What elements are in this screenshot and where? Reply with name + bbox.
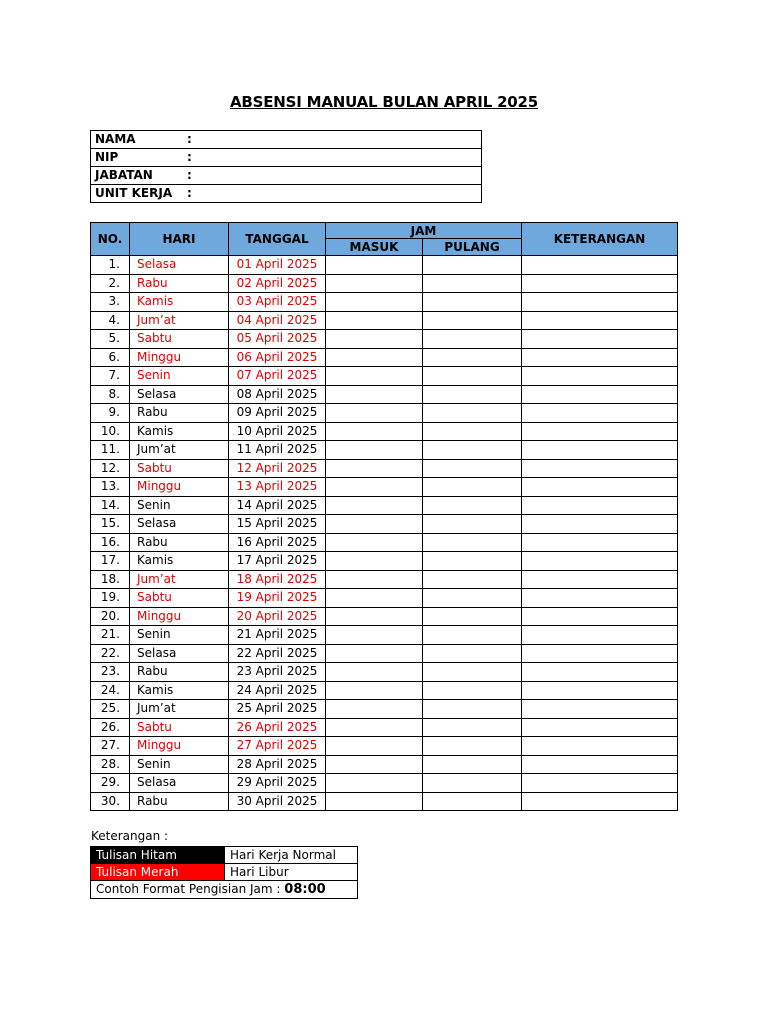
cell-tanggal: 20 April 2025 [229,607,326,626]
cell-no: 11. [91,441,130,460]
cell-keterangan[interactable] [522,774,678,793]
cell-no: 5. [91,330,130,349]
cell-keterangan[interactable] [522,663,678,682]
cell-no: 20. [91,607,130,626]
cell-pulang[interactable] [423,385,522,404]
cell-tanggal: 19 April 2025 [229,589,326,608]
cell-masuk[interactable] [326,663,423,682]
cell-pulang[interactable] [423,459,522,478]
cell-hari: Selasa [130,774,229,793]
legend-red-label: Tulisan Merah [91,864,225,881]
identity-row [91,149,482,167]
cell-no: 8. [91,385,130,404]
cell-hari: Kamis [130,422,229,441]
cell-tanggal: 29 April 2025 [229,774,326,793]
cell-hari: Sabtu [130,718,229,737]
cell-pulang[interactable] [423,718,522,737]
cell-no: 14. [91,496,130,515]
cell-masuk[interactable] [326,441,423,460]
cell-masuk[interactable] [326,533,423,552]
cell-tanggal: 10 April 2025 [229,422,326,441]
cell-tanggal: 09 April 2025 [229,404,326,423]
cell-no: 26. [91,718,130,737]
cell-hari: Minggu [130,737,229,756]
legend-heading: Keterangan : [91,829,169,843]
identity-colon: : [187,185,199,203]
cell-tanggal: 23 April 2025 [229,663,326,682]
cell-pulang[interactable] [423,589,522,608]
header-hari: HARI [130,223,229,256]
cell-masuk[interactable] [326,311,423,330]
cell-keterangan[interactable] [522,718,678,737]
header-tanggal: TANGGAL [229,223,326,256]
cell-keterangan[interactable] [522,607,678,626]
cell-pulang[interactable] [423,367,522,386]
cell-tanggal: 14 April 2025 [229,496,326,515]
identity-row [91,185,482,203]
cell-hari: Rabu [130,274,229,293]
cell-tanggal: 04 April 2025 [229,311,326,330]
cell-hari: Rabu [130,663,229,682]
cell-hari: Kamis [130,681,229,700]
cell-tanggal: 21 April 2025 [229,626,326,645]
cell-no: 25. [91,700,130,719]
cell-no: 12. [91,459,130,478]
cell-pulang[interactable] [423,533,522,552]
cell-hari: Rabu [130,533,229,552]
identity-value-field[interactable] [199,131,482,149]
cell-no: 19. [91,589,130,608]
table-row [91,718,678,737]
cell-tanggal: 27 April 2025 [229,737,326,756]
cell-masuk[interactable] [326,792,423,811]
cell-keterangan[interactable] [522,404,678,423]
cell-hari: Rabu [130,792,229,811]
cell-masuk[interactable] [326,737,423,756]
cell-hari: Jum’at [130,441,229,460]
cell-tanggal: 16 April 2025 [229,533,326,552]
legend-format-label: Contoh Format Pengisian Jam : [96,882,281,896]
cell-hari: Sabtu [130,459,229,478]
table-row [91,681,678,700]
cell-tanggal: 17 April 2025 [229,552,326,571]
identity-colon: : [187,131,199,149]
cell-masuk[interactable] [326,496,423,515]
cell-masuk[interactable] [326,293,423,312]
cell-masuk[interactable] [326,774,423,793]
table-row [91,644,678,663]
cell-keterangan[interactable] [522,367,678,386]
table-row [91,422,678,441]
cell-hari: Senin [130,626,229,645]
cell-masuk[interactable] [326,718,423,737]
table-row [91,570,678,589]
cell-masuk[interactable] [326,626,423,645]
cell-tanggal: 03 April 2025 [229,293,326,312]
table-row [91,348,678,367]
cell-no: 27. [91,737,130,756]
cell-pulang[interactable] [423,496,522,515]
cell-masuk[interactable] [326,385,423,404]
cell-masuk[interactable] [326,515,423,534]
cell-tanggal: 22 April 2025 [229,644,326,663]
cell-keterangan[interactable] [522,385,678,404]
table-row [91,792,678,811]
cell-tanggal: 24 April 2025 [229,681,326,700]
table-row [91,626,678,645]
identity-row [91,167,482,185]
table-row [91,274,678,293]
cell-keterangan[interactable] [522,293,678,312]
legend-black-desc: Hari Kerja Normal [225,847,358,864]
cell-masuk[interactable] [326,274,423,293]
cell-no: 2. [91,274,130,293]
cell-masuk[interactable] [326,644,423,663]
table-row [91,737,678,756]
cell-tanggal: 13 April 2025 [229,478,326,497]
cell-keterangan[interactable] [522,459,678,478]
table-row [91,367,678,386]
cell-pulang[interactable] [423,607,522,626]
cell-pulang[interactable] [423,700,522,719]
cell-tanggal: 15 April 2025 [229,515,326,534]
cell-hari: Sabtu [130,589,229,608]
cell-hari: Senin [130,755,229,774]
cell-keterangan[interactable] [522,755,678,774]
table-row [91,607,678,626]
identity-colon: : [187,167,199,185]
cell-no: 24. [91,681,130,700]
cell-no: 29. [91,774,130,793]
table-row [91,700,678,719]
table-row [91,256,678,275]
cell-hari: Kamis [130,552,229,571]
cell-tanggal: 11 April 2025 [229,441,326,460]
legend-red-desc: Hari Libur [225,864,358,881]
table-row [91,311,678,330]
cell-pulang[interactable] [423,441,522,460]
cell-masuk[interactable] [326,681,423,700]
cell-no: 6. [91,348,130,367]
cell-masuk[interactable] [326,570,423,589]
identity-box [90,130,482,203]
table-row [91,774,678,793]
cell-keterangan[interactable] [522,441,678,460]
table-row [91,459,678,478]
cell-no: 9. [91,404,130,423]
cell-masuk[interactable] [326,404,423,423]
cell-pulang[interactable] [423,348,522,367]
cell-hari: Selasa [130,515,229,534]
cell-pulang[interactable] [423,422,522,441]
cell-pulang[interactable] [423,737,522,756]
table-row [91,441,678,460]
table-row [91,478,678,497]
table-header-row [91,223,678,239]
cell-masuk[interactable] [326,330,423,349]
cell-keterangan[interactable] [522,496,678,515]
table-row [91,755,678,774]
cell-keterangan[interactable] [522,570,678,589]
legend-row-format [91,881,358,899]
cell-hari: Selasa [130,385,229,404]
cell-no: 28. [91,755,130,774]
cell-no: 15. [91,515,130,534]
header-pulang: PULANG [423,239,522,256]
cell-hari: Minggu [130,348,229,367]
cell-pulang[interactable] [423,663,522,682]
cell-keterangan[interactable] [522,330,678,349]
cell-keterangan[interactable] [522,681,678,700]
cell-no: 3. [91,293,130,312]
cell-pulang[interactable] [423,274,522,293]
cell-hari: Minggu [130,478,229,497]
cell-tanggal: 06 April 2025 [229,348,326,367]
cell-no: 4. [91,311,130,330]
legend-format-value: 08:00 [284,882,326,897]
table-row [91,293,678,312]
cell-no: 22. [91,644,130,663]
cell-masuk[interactable] [326,552,423,571]
cell-hari: Jum’at [130,311,229,330]
cell-tanggal: 25 April 2025 [229,700,326,719]
cell-hari: Jum’at [130,700,229,719]
identity-colon: : [187,149,199,167]
cell-masuk[interactable] [326,256,423,275]
cell-keterangan[interactable] [522,589,678,608]
cell-no: 30. [91,792,130,811]
cell-pulang[interactable] [423,552,522,571]
table-row [91,533,678,552]
cell-tanggal: 26 April 2025 [229,718,326,737]
cell-keterangan[interactable] [522,311,678,330]
cell-masuk[interactable] [326,459,423,478]
cell-keterangan[interactable] [522,700,678,719]
cell-keterangan[interactable] [522,533,678,552]
cell-hari: Senin [130,367,229,386]
identity-value-field[interactable] [199,185,482,203]
cell-tanggal: 02 April 2025 [229,274,326,293]
cell-pulang[interactable] [423,515,522,534]
cell-keterangan[interactable] [522,552,678,571]
cell-tanggal: 28 April 2025 [229,755,326,774]
header-masuk: MASUK [326,239,423,256]
cell-keterangan[interactable] [522,274,678,293]
cell-hari: Jum’at [130,570,229,589]
cell-masuk[interactable] [326,700,423,719]
cell-tanggal: 01 April 2025 [229,256,326,275]
cell-tanggal: 05 April 2025 [229,330,326,349]
identity-row [91,131,482,149]
cell-keterangan[interactable] [522,737,678,756]
cell-keterangan[interactable] [522,515,678,534]
cell-pulang[interactable] [423,774,522,793]
cell-no: 10. [91,422,130,441]
header-no: NO. [91,223,130,256]
table-row [91,663,678,682]
cell-pulang[interactable] [423,256,522,275]
cell-tanggal: 08 April 2025 [229,385,326,404]
identity-value-field[interactable] [199,149,482,167]
cell-keterangan[interactable] [522,644,678,663]
legend-row-black [91,847,358,864]
header-keterangan: KETERANGAN [522,223,678,256]
legend-row-red [91,864,358,881]
cell-no: 1. [91,256,130,275]
cell-hari: Selasa [130,256,229,275]
table-row [91,385,678,404]
cell-pulang[interactable] [423,478,522,497]
cell-keterangan[interactable] [522,256,678,275]
cell-tanggal: 30 April 2025 [229,792,326,811]
cell-masuk[interactable] [326,607,423,626]
cell-hari: Minggu [130,607,229,626]
cell-pulang[interactable] [423,311,522,330]
cell-keterangan[interactable] [522,422,678,441]
cell-hari: Senin [130,496,229,515]
legend-format [91,881,358,899]
cell-keterangan[interactable] [522,478,678,497]
cell-tanggal: 07 April 2025 [229,367,326,386]
cell-no: 7. [91,367,130,386]
table-row [91,552,678,571]
cell-no: 13. [91,478,130,497]
cell-masuk[interactable] [326,348,423,367]
table-row [91,515,678,534]
cell-no: 23. [91,663,130,682]
table-row [91,330,678,349]
identity-value-field[interactable] [199,167,482,185]
cell-keterangan[interactable] [522,626,678,645]
cell-pulang[interactable] [423,792,522,811]
cell-hari: Sabtu [130,330,229,349]
legend-box [90,846,358,899]
cell-pulang[interactable] [423,570,522,589]
cell-masuk[interactable] [326,755,423,774]
cell-masuk[interactable] [326,589,423,608]
cell-tanggal: 12 April 2025 [229,459,326,478]
table-row [91,404,678,423]
cell-masuk[interactable] [326,422,423,441]
cell-no: 18. [91,570,130,589]
cell-hari: Kamis [130,293,229,312]
cell-pulang[interactable] [423,755,522,774]
cell-hari: Rabu [130,404,229,423]
attendance-table [90,222,678,811]
cell-hari: Selasa [130,644,229,663]
cell-no: 21. [91,626,130,645]
cell-no: 17. [91,552,130,571]
page-title: ABSENSI MANUAL BULAN APRIL 2025 [229,93,539,111]
header-jam: JAM [326,223,522,239]
table-row [91,589,678,608]
cell-tanggal: 18 April 2025 [229,570,326,589]
identity-label: NIP [91,149,188,167]
identity-label: NAMA [91,131,188,149]
cell-pulang[interactable] [423,330,522,349]
cell-pulang[interactable] [423,626,522,645]
cell-pulang[interactable] [423,293,522,312]
identity-label: JABATAN [91,167,188,185]
table-row [91,496,678,515]
cell-keterangan[interactable] [522,348,678,367]
cell-no: 16. [91,533,130,552]
cell-keterangan[interactable] [522,792,678,811]
cell-masuk[interactable] [326,478,423,497]
cell-pulang[interactable] [423,404,522,423]
identity-label: UNIT KERJA [91,185,188,203]
cell-masuk[interactable] [326,367,423,386]
cell-pulang[interactable] [423,681,522,700]
legend-black-label: Tulisan Hitam [91,847,225,864]
cell-pulang[interactable] [423,644,522,663]
